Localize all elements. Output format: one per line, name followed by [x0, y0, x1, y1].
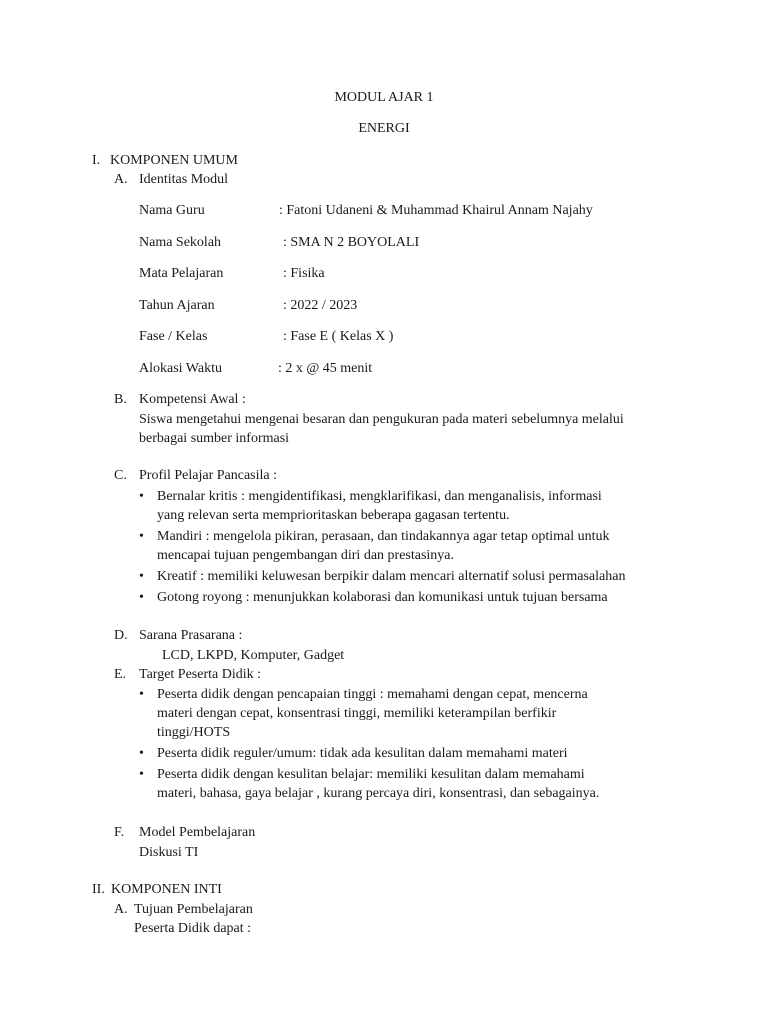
- section-1-number: I.: [92, 153, 101, 168]
- identity-value: : 2 x @ 45 menit: [278, 361, 373, 376]
- list-item-line: • Peserta didik dengan pencapaian tinggi : memahami dengan cepat, mencerna: [157, 687, 588, 702]
- list-item: [137, 685, 599, 742]
- identity-value: : 2022 / 2023: [283, 298, 358, 313]
- section-2-a-title: Tujuan Pembelajaran: [134, 902, 253, 917]
- identity-value: : Fatoni Udaneni & Muhammad Khairul Annam Najahy: [279, 203, 593, 218]
- target-bullet-list: [137, 685, 599, 803]
- identity-label: Nama Guru: [139, 203, 205, 218]
- list-item: [137, 765, 599, 803]
- list-item-line: tinggi/HOTS: [157, 725, 231, 740]
- subsection-b-title: Kompetensi Awal :: [139, 392, 246, 407]
- identity-label: Mata Pelajaran: [139, 266, 224, 281]
- list-item-line: • Kreatif : memiliki keluwesan berpikir dalam mencari alternatif solusi permasalahan: [157, 569, 626, 584]
- identity-label: Nama Sekolah: [139, 235, 222, 250]
- section-1-title: KOMPONEN UMUM: [110, 153, 238, 168]
- identity-label: Fase / Kelas: [139, 329, 208, 344]
- doc-subtitle: ENERGI: [358, 121, 410, 136]
- subsection-a-title: Identitas Modul: [139, 172, 229, 187]
- list-item: [137, 567, 625, 586]
- subsection-f-letter: F.: [114, 825, 125, 840]
- subsection-f-title: Model Pembelajaran: [139, 825, 256, 840]
- list-item-line: • Gotong royong : menunjukkan kolaborasi dan komunikasi untuk tujuan bersama: [157, 590, 608, 605]
- list-item-line: • Bernalar kritis : mengidentifikasi, mengklarifikasi, dan menganalisis, informasi: [157, 489, 602, 504]
- section-2-a-letter: A.: [114, 902, 128, 917]
- subsection-e-title: Target Peserta Didik :: [139, 667, 262, 682]
- learning-model-content: Diskusi TI: [139, 845, 199, 860]
- list-item: [137, 588, 625, 607]
- identity-value: : SMA N 2 BOYOLALI: [283, 235, 420, 250]
- facilities-content: LCD, LKPD, Komputer, Gadget: [162, 648, 345, 663]
- list-item: [137, 487, 625, 525]
- list-item-line: • Peserta didik dengan kesulitan belajar: memiliki kesulitan dalam memahami: [157, 767, 585, 782]
- subsection-c-letter: C.: [114, 468, 127, 483]
- identity-label: Alokasi Waktu: [139, 361, 222, 376]
- subsection-d-letter: D.: [114, 628, 128, 643]
- list-item-line: yang relevan serta memprioritaskan beberapa gagasan tertentu.: [157, 508, 510, 523]
- section-2-a-content: Peserta Didik dapat :: [134, 921, 252, 936]
- list-item-line: materi dengan cepat, konsentrasi tinggi, memiliki keterampilan berfikir: [157, 706, 557, 721]
- subsection-a-letter: A.: [114, 172, 128, 187]
- identity-value: : Fase E ( Kelas X ): [283, 329, 394, 344]
- subsection-d-title: Sarana Prasarana :: [139, 628, 243, 643]
- section-2-number: II.: [92, 882, 105, 897]
- section-2-title: KOMPONEN INTI: [111, 882, 222, 897]
- list-item-line: mencapai tujuan pengembangan diri dan prestasinya.: [157, 548, 455, 563]
- profile-bullet-list: [137, 487, 625, 607]
- subsection-e-letter: E.: [114, 667, 127, 682]
- identity-label: Tahun Ajaran: [139, 298, 215, 313]
- list-item: [137, 744, 599, 763]
- paragraph-line: Siswa mengetahui mengenai besaran dan pengukuran pada materi sebelumnya melalui: [139, 412, 624, 427]
- identity-value: : Fisika: [283, 266, 325, 281]
- list-item-line: • Peserta didik reguler/umum: tidak ada kesulitan dalam memahami materi: [157, 746, 568, 761]
- list-item-line: materi, bahasa, gaya belajar , kurang percaya diri, konsentrasi, dan sebagainya.: [157, 786, 600, 801]
- list-item-line: • Mandiri : mengelola pikiran, perasaan, dan tindakannya agar tetap optimal untuk: [157, 529, 610, 544]
- doc-title: MODUL AJAR 1: [334, 90, 434, 105]
- paragraph-line: berbagai sumber informasi: [139, 431, 290, 446]
- list-item: [137, 527, 625, 565]
- subsection-c-title: Profil Pelajar Pancasila :: [139, 468, 278, 483]
- subsection-b-letter: B.: [114, 392, 127, 407]
